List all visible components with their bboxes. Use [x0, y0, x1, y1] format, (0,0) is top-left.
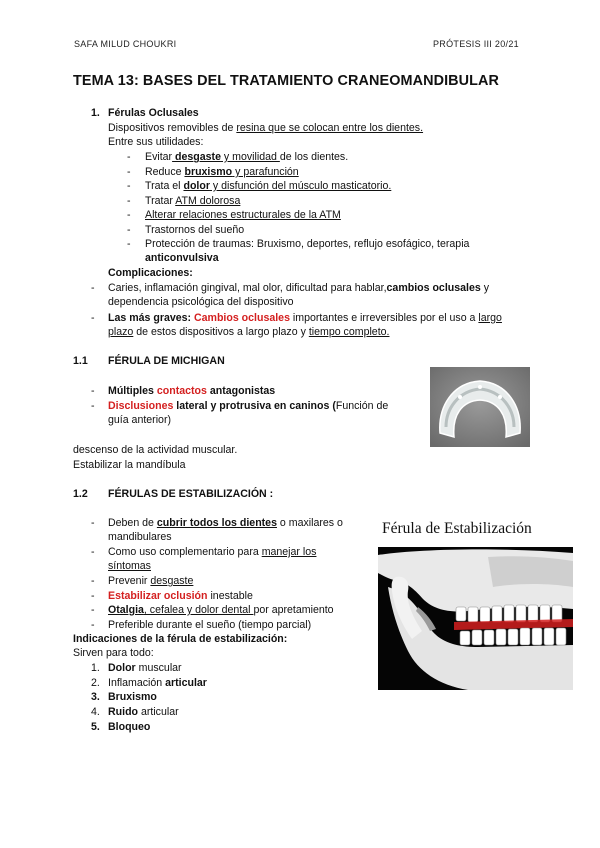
estab-item-3: Prevenir desgaste	[108, 575, 194, 587]
list-item-text: Trastornos del sueño	[145, 224, 245, 236]
list-item: -	[91, 517, 95, 529]
list-item-text: Tratar ATM dolorosa	[145, 195, 241, 207]
list-number: 4.	[91, 706, 100, 718]
section-1-heading: Férulas Oclusales	[108, 107, 199, 119]
estab-item-1-cont: mandibulares	[108, 531, 172, 543]
list-item-text: Evitar desgaste y movilidad de los dientes.	[145, 151, 349, 163]
list-item-text: Protección de traumas: Bruxismo, deportes, reflujo esofágico, terapia	[145, 238, 470, 250]
section-1-2-heading: FÉRULAS DE ESTABILIZACIÓN :	[108, 488, 274, 500]
section-1-2-number: 1.2	[73, 488, 88, 500]
list-number: 1.	[91, 662, 100, 674]
list-item: -	[127, 238, 131, 250]
list-number: 5.	[91, 721, 100, 733]
michigan-splint-photo	[430, 367, 530, 447]
list-item: -	[91, 604, 95, 616]
list-number: 2.	[91, 677, 100, 689]
estab-item-4: Estabilizar oclusión inestable	[108, 590, 253, 602]
complicacion-2: Las más graves: Cambios oclusales importantes e irreversibles por el uso a largo	[108, 312, 502, 324]
list-item: -	[127, 151, 131, 163]
list-item: -	[127, 224, 131, 236]
estab-item-2-cont: síntomas	[108, 560, 151, 572]
estab-item-1: Deben de cubrir todos los dientes o maxilares o	[108, 517, 343, 529]
page-title: TEMA 13: BASES DEL TRATAMIENTO CRANEOMANDIBULAR	[73, 73, 500, 89]
section-1-number: 1.	[91, 107, 100, 119]
list-item-text: Trata el dolor y disfunción del músculo masticatorio.	[145, 180, 392, 192]
list-item: -	[91, 400, 95, 412]
list-item: -	[91, 619, 95, 631]
list-item: -	[127, 209, 131, 221]
list-item: -	[91, 575, 95, 587]
section-1-1-number: 1.1	[73, 355, 88, 367]
list-item-text: Reduce bruxismo y parafunción	[145, 166, 299, 178]
list-number: 3.	[91, 691, 100, 703]
complicacion-1: Caries, inflamación gingival, mal olor, dificultad para hablar,cambios oclusales y	[108, 282, 489, 294]
estab-item-5: Otalgia, cefalea y dolor dental por apretamiento	[108, 604, 334, 616]
header-course: PRÓTESIS III 20/21	[433, 39, 519, 49]
list-item: Bloqueo	[108, 721, 151, 733]
list-item: Bruxismo	[108, 691, 157, 703]
estab-item-2: Como uso complementario para manejar los	[108, 546, 317, 558]
list-item: -	[127, 180, 131, 192]
michigan-line-2: Estabilizar la mandíbula	[73, 459, 186, 471]
list-item: Inflamación articular	[108, 677, 207, 689]
michigan-line-1: descenso de la actividad muscular.	[73, 444, 238, 456]
stabilization-splint-photo	[378, 547, 573, 690]
section-1-1-heading: FÉRULA DE MICHIGAN	[108, 355, 225, 367]
complicacion-1-cont: dependencia psicológica del dispositivo	[108, 296, 294, 308]
indicaciones-heading: Indicaciones de la férula de estabilización:	[73, 633, 288, 645]
sirven-label: Sirven para todo:	[73, 647, 154, 659]
utilidades-label: Entre sus utilidades:	[108, 136, 204, 148]
splint-image	[430, 367, 530, 447]
estab-item-6: Preferible durante el sueño (tiempo parcial)	[108, 619, 312, 631]
list-item: Dolor muscular	[108, 662, 182, 674]
figure-caption: Férula de Estabilización	[382, 520, 532, 537]
list-item: -	[91, 385, 95, 397]
michigan-item-2: Disclusiones lateral y protrusiva en caninos (Función de	[108, 400, 389, 412]
list-item: -	[91, 282, 95, 294]
complicaciones-label: Complicaciones:	[108, 267, 193, 279]
list-item: -	[127, 195, 131, 207]
header-author: SAFA MILUD CHOUKRI	[74, 39, 177, 49]
list-item: Ruido articular	[108, 706, 179, 718]
list-item-text: anticonvulsiva	[145, 252, 219, 264]
list-item: -	[91, 312, 95, 324]
michigan-item-2-cont: guía anterior)	[108, 414, 172, 426]
skull-splint-image	[378, 547, 573, 690]
section-1-intro: Dispositivos removibles de resina que se colocan entre los dientes.	[108, 122, 424, 134]
michigan-item-1: Múltiples contactos antagonistas	[108, 385, 276, 397]
list-item: -	[91, 546, 95, 558]
complicacion-2-cont: plazo de estos dispositivos a largo plazo y tiempo completo.	[108, 326, 390, 338]
list-item-text: Alterar relaciones estructurales de la ATM	[145, 209, 341, 221]
list-item: -	[127, 166, 131, 178]
list-item: -	[91, 590, 95, 602]
